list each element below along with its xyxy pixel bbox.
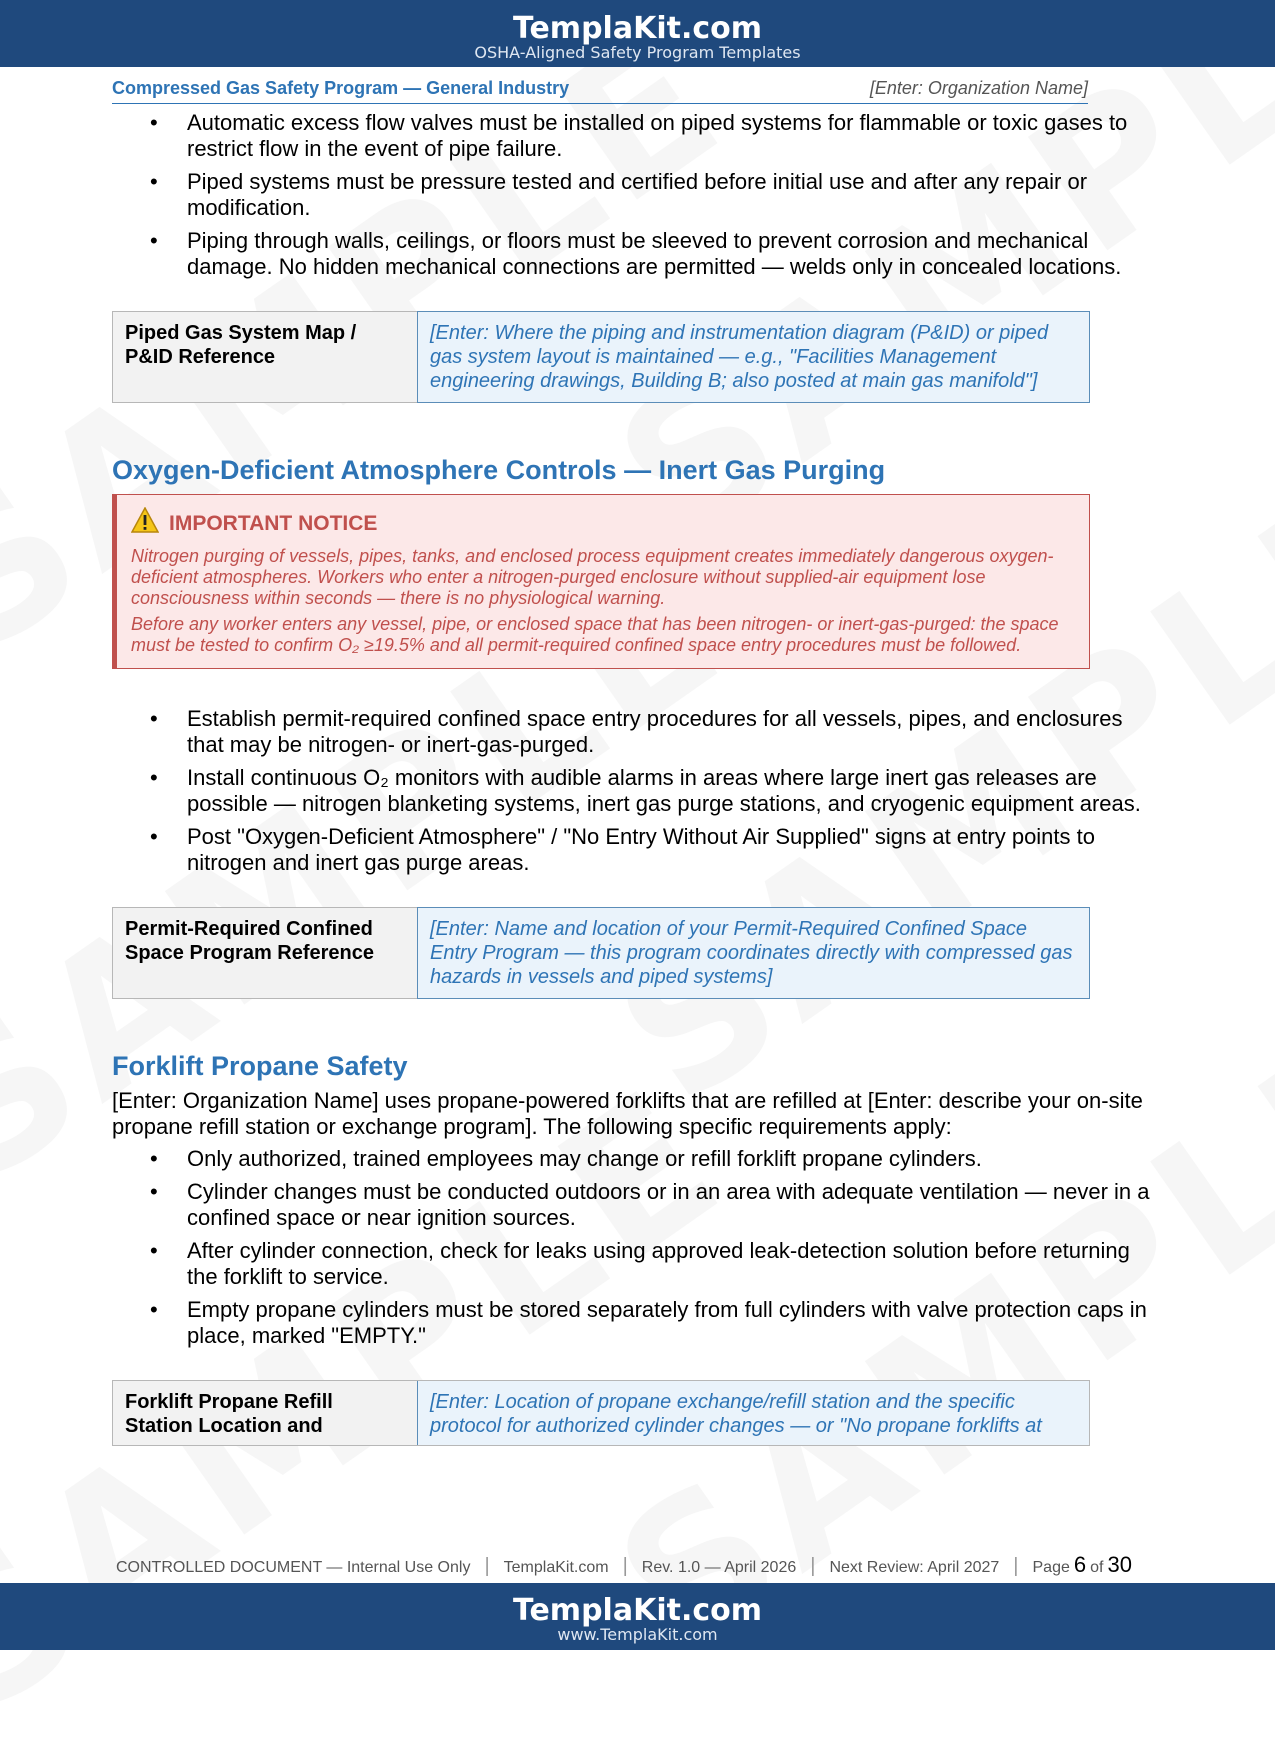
- warning-triangle-icon: [131, 507, 169, 540]
- list-item: • Install continuous O₂ monitors with audible alarms in areas where large inert gas releases are possible — nitrogen blanketing systems, inert gas purge stations, and cryogenic equipment areas.: [112, 765, 1164, 817]
- notice-paragraph: Before any worker enters any vessel, pipe, or enclosed space that has been nitrogen- or inert-gas-purged: the space must be tested to confirm O₂ ≥19.5% and all permit-required confined space entry procedures must be followed.: [131, 614, 1059, 655]
- forklift-requirements-list: [112, 1146, 1164, 1349]
- footer-separator: |: [622, 1555, 628, 1577]
- confined-space-reference-table: [112, 907, 1090, 999]
- list-item: • Empty propane cylinders must be stored separately from full cylinders with valve protection caps in place, marked "EMPTY.": [112, 1297, 1164, 1349]
- important-notice-box: [112, 494, 1090, 669]
- footer-separator: |: [484, 1555, 490, 1577]
- list-item: • Cylinder changes must be conducted outdoors or in an area with adequate ventilation — never in a confined space or near ignition sources.: [112, 1179, 1164, 1231]
- brand-logo-text: TemplaKit.com: [512, 11, 762, 46]
- list-item: • Only authorized, trained employees may change or refill forklift propane cylinders.: [112, 1146, 1164, 1172]
- footer-brand-text: TemplaKit.com: [512, 1593, 762, 1628]
- reference-fill-in-field[interactable]: [Enter: Location of propane exchange/refill station and the specific protocol for authorized cylinder changes — or "No propane forklifts at: [417, 1380, 1090, 1446]
- revision-info: Rev. 1.0 — April 2026: [641, 1559, 797, 1576]
- header-banner: [0, 0, 1275, 67]
- forklift-refill-reference-table: [112, 1380, 1090, 1446]
- running-header: [112, 78, 1088, 104]
- document-title: Compressed Gas Safety Program — General Industry: [112, 78, 570, 98]
- notice-header: [131, 507, 1075, 540]
- brand-tagline: OSHA-Aligned Safety Program Templates: [474, 43, 801, 62]
- controlled-document-notice: CONTROLLED DOCUMENT — Internal Use Only: [116, 1559, 471, 1576]
- page-label: Page: [1032, 1559, 1070, 1576]
- page-content: [112, 110, 1164, 1446]
- document-footer: [116, 1552, 1156, 1578]
- section-heading-forklift: Forklift Propane Safety: [112, 1051, 408, 1081]
- footer-banner: [0, 1583, 1275, 1650]
- list-item: • After cylinder connection, check for leaks using approved leak-detection solution before returning the forklift to service.: [112, 1238, 1164, 1290]
- page-of-label: of: [1090, 1559, 1104, 1576]
- page-number-current: 6: [1073, 1552, 1087, 1577]
- footer-separator: |: [1013, 1555, 1019, 1577]
- reference-label: Piped Gas System Map / P&ID Reference: [113, 312, 418, 402]
- oxygen-controls-list: [112, 706, 1164, 876]
- footer-url-link[interactable]: www.TemplaKit.com: [557, 1625, 718, 1644]
- notice-title: IMPORTANT NOTICE: [169, 511, 378, 535]
- list-item: • Post "Oxygen-Deficient Atmosphere" / "No Entry Without Air Supplied" signs at entry points to nitrogen and inert gas purge areas.: [112, 824, 1164, 876]
- organization-placeholder: [Enter: Organization Name]: [869, 78, 1088, 98]
- notice-paragraph: Nitrogen purging of vessels, pipes, tanks, and enclosed process equipment creates immediately dangerous oxygen-deficient atmospheres. Workers who enter a nitrogen-purged enclosure without supplied-air equipment lose consciousness within seconds — there is no physiological warning.: [131, 546, 1054, 608]
- piped-map-reference-table: [112, 311, 1090, 403]
- piping-requirements-list: [112, 110, 1164, 280]
- footer-separator: |: [810, 1555, 816, 1577]
- reference-label: Permit-Required Confined Space Program Reference: [113, 908, 418, 998]
- footer-site: TemplaKit.com: [503, 1559, 609, 1576]
- reference-label: Forklift Propane Refill Station Location and: [113, 1381, 418, 1445]
- list-item: • Automatic excess flow valves must be installed on piped systems for flammable or toxic gases to restrict flow in the event of pipe failure.: [112, 110, 1164, 162]
- next-review-date: Next Review: April 2027: [829, 1559, 1000, 1576]
- page-number-total: 30: [1107, 1552, 1132, 1577]
- section-heading-oxygen: Oxygen-Deficient Atmosphere Controls — Inert Gas Purging: [112, 455, 886, 485]
- list-item: • Piping through walls, ceilings, or floors must be sleeved to prevent corrosion and mechanical damage. No hidden mechanical connections are permitted — welds only in concealed locations.: [112, 228, 1164, 280]
- reference-fill-in-field[interactable]: [Enter: Name and location of your Permit-Required Confined Space Entry Program — this program coordinates directly with compressed gas hazards in vessels and piped systems]: [417, 907, 1090, 999]
- forklift-intro-paragraph: [Enter: Organization Name] uses propane-powered forklifts that are refilled at [Enter: describe your on-site propane refill station or exchange program]. The following specific requirements apply:: [112, 1088, 1143, 1139]
- reference-fill-in-field[interactable]: [Enter: Where the piping and instrumentation diagram (P&ID) or piped gas system layout is maintained — e.g., "Facilities Management engineering drawings, Building B; also posted at main gas manifold"]: [417, 311, 1090, 403]
- list-item: • Piped systems must be pressure tested and certified before initial use and after any repair or modification.: [112, 169, 1164, 221]
- list-item: • Establish permit-required confined space entry procedures for all vessels, pipes, and enclosures that may be nitrogen- or inert-gas-purged.: [112, 706, 1164, 758]
